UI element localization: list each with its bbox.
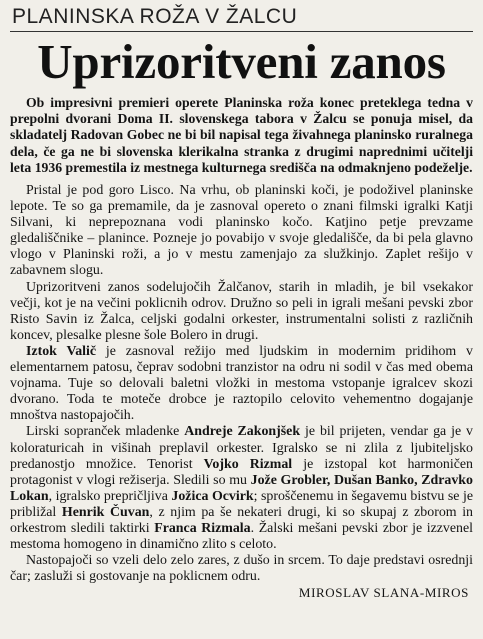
person-name: Franca Rizmala	[154, 520, 251, 536]
person-name: Jože Grobler, Dušan Banko, Zdravko Lokan	[10, 472, 473, 504]
section-kicker: PLANINSKA ROŽA V ŽALCU	[12, 5, 298, 28]
article-paragraph	[10, 183, 473, 280]
person-name: Jožica Ocvirk	[171, 488, 254, 504]
article-lead: Ob impresivni premieri operete Planinska roža konec preteklega tedna v prepolni dvorani Doma II. slovenskega tabora v Žalcu se ponuja misel, da skladatelj Radovan Gobec ne bi bil napisal tega živahnega planinsko ruralnega dela, če ga ne bi slovenska klerikalna stranka z drugimi naprednimi učitelji leta 1936 premestila iz mestnega kulturnega središča na odmaknjeno podeželje.	[10, 95, 473, 175]
text-run: Nastopajoči so vzeli delo zelo zares, z dušo in srcem. To daje predstavi osrednji čar; zasluži si gostovanje na poklicnem odru.	[10, 553, 473, 585]
text-run: Uprizoritveni zanos sodelujočih Žalčanov, starih in mladih, je bil vsekakor večji, kot je na večini poklicnih odrov. Družno so peli in igrali mešani pevski zbor Risto Savin iz Žalca, celjski godalni orkester, instrumentalni solisti z različnih koncev, plesalke plesne šole Bolero in drugi.	[10, 279, 473, 343]
article-paragraph	[10, 553, 473, 585]
text-run: , z njim pa še nekateri drugi, ki so skupaj z zborom in orkestrom sledili taktirki	[10, 504, 474, 536]
kicker-divider	[10, 31, 473, 32]
text-run: Pristal je pod goro Lisco. Na vrhu, ob planinski koči, je podoživel planinske lepote. Te so ga premamile, da je zasnoval opereto o znani filmski igralki Katji Silvani, ki neprepoznana vodi planinsko kočo. Katjino petje prevzame gledališčnike – planince. Pozneje jo povabijo v svoje gledališče, da bi pela glavno vlogo v Planinski roži, a jo v mestu zamenjajo za služkinjo. Zaplet rešijo v zabavnem slogu.	[10, 183, 473, 279]
article-headline: Uprizoritveni zanos	[37, 34, 446, 89]
person-name: Henrik Čuvan	[61, 504, 150, 520]
text-run: Lirski sopranček mladenke	[26, 424, 185, 440]
text-run: je zasnoval režijo med ljudskim in modernim pridihom v elementarnem patosu, čeprav sodobni tranzistor na odru ni sodil v čas med obema vojnama. Tuje so delovali baletni vložki in mestoma vstopanje igralcev skozi dvorano. Toda te moteče drobce je raztopilo celovito vehementno dogajanje mnoštva nastopajočih.	[10, 343, 473, 424]
text-run: je bil prijeten, vendar ga je v koloraturicah in višinah preplavil orkester. Igralsko se ni zlila z ljubiteljsko predanostjo množice. Tenorist	[10, 424, 473, 472]
person-name: Iztok Valič	[26, 343, 97, 359]
article-paragraph	[10, 344, 473, 424]
article-author: MIROSLAV SLANA-MIROS	[298, 585, 469, 601]
person-name: Andreje Zakonjšek	[184, 424, 301, 440]
person-name: Vojko Rizmal	[203, 456, 293, 472]
text-run: ; sproščenemu in šegavemu bistvu se je približal	[10, 488, 473, 520]
article-paragraph	[10, 280, 473, 344]
text-run: , igralsko prepričljiva	[48, 488, 172, 504]
text-run: je izstopal kot harmoničen protagonist v vlogi režiserja. Sledili so mu	[10, 456, 474, 488]
text-run: . Žalski mešani pevski zbor je izzvenel mestoma homogeno in dinamično zlito s celoto.	[10, 520, 474, 553]
article-body	[10, 183, 473, 585]
article-paragraph	[10, 424, 473, 553]
